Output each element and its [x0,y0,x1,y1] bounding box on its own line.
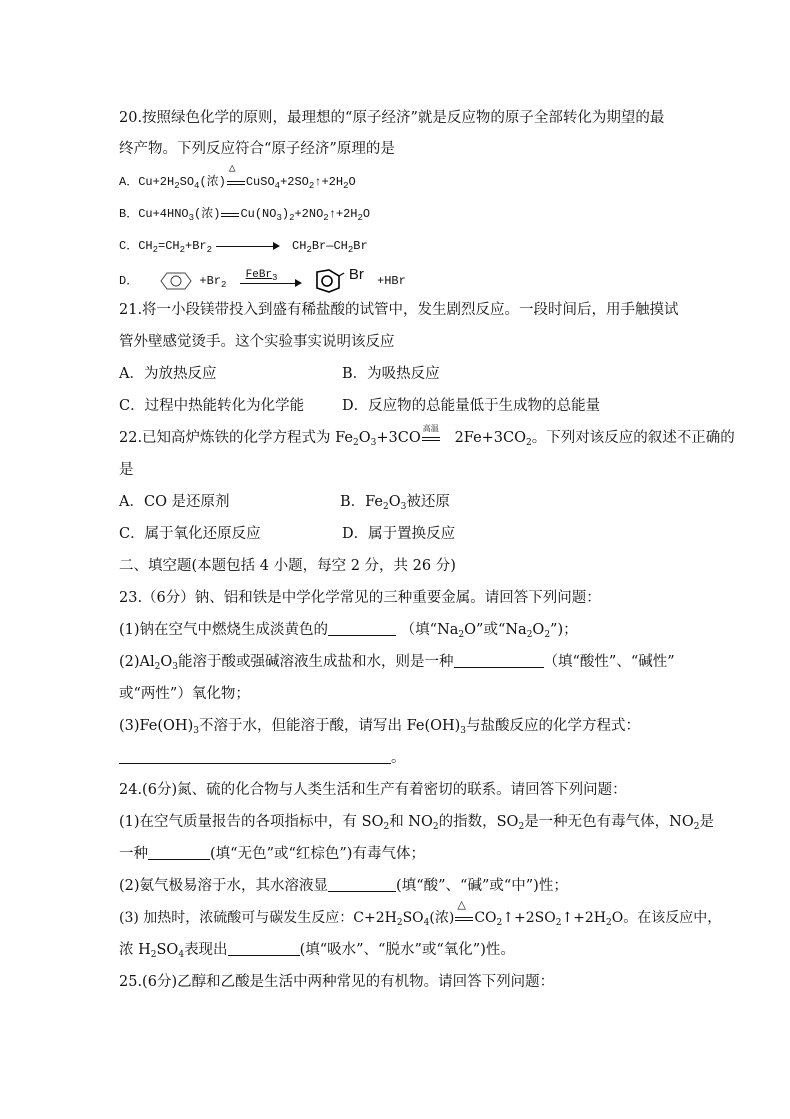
q24-part1: (1)在空气质量报告的各项指标中，有 $SO_2$和 $NO_2$的指数，$SO_2$是一种无色有毒气体，$NO_2$是 [119,814,714,832]
equals-sign [220,204,240,224]
reaction-arrow [216,241,280,251]
section-title: 二、填空题(本题包括 4 小题，每空 2 分，共 26 分) [119,558,456,574]
answer-blank[interactable] [228,941,300,956]
q21-option-b: B．为吸热反应 [342,366,440,382]
q20-option-b: B．$Cu+4HNO_3$(浓) $Cu(NO_3)_2+2NO_2↑+2H_2O$ [119,204,370,224]
q23-answer-line: 。 [119,748,406,768]
q22-option-c: C．属于氧化还原反应 [119,526,261,542]
catalyst-arrow [240,269,302,288]
q24-head: 24.(6分)氮、硫的化合物与人类生活和生产有着密切的联系。请回答下列问题： [119,782,627,798]
heating-equals-sign: △ [454,908,474,928]
q23-part1: (1)钠在空气中燃烧生成淡黄色的 （填“$Na_2O$”或“$Na_2O_2$”)； [119,622,578,640]
answer-blank[interactable] [328,621,396,636]
answer-blank[interactable] [148,845,210,860]
q21-option-a: A．为放热反应 [119,366,217,382]
q23-part2: $(2)Al_2O_3$能溶于酸或强碱溶液生成盐和水，则是一种 （填“酸性”、“碱性” [119,654,675,672]
q22-option-d: D．属于置换反应 [342,526,456,542]
q24-part3-cont: 浓 $H_2SO_4$表现出 (填“吸水”、“脱水”或“氧化”)性。 [119,942,515,960]
q24-part1-cont: 一种 (填“无色”或“红棕色”)有毒气体； [119,846,425,862]
catalyst-label: FeBr$_3$ [245,269,278,283]
q21-option-c: C．过程中热能转化为化学能 [119,398,305,414]
answer-blank[interactable] [119,749,391,764]
q20-option-c: C．$CH_2=CH_2+Br_2$ $CH_2Br—CH_2Br$ [119,239,368,255]
q22-line2: 是 [119,462,134,478]
q25-head: 25.(6分)乙醇和乙酸是生活中两种常见的有机物。请回答下列问题： [119,974,555,990]
q23-part2-cont: 或“两性”）氧化物； [119,686,250,702]
q20-line1: 20.按照绿色化学的原则，最理想的“原子经济”就是反应物的原子全部转化为期望的最 [119,110,665,126]
answer-blank[interactable] [328,877,396,892]
answer-blank[interactable] [454,653,544,668]
q23-head: 23.（6分）钠、铝和铁是中学化学常见的三种重要金属。请回答下列问题： [119,590,601,606]
high-temperature-sign: 高温 [421,428,441,448]
q22-line1: 22.已知高炉炼铁的化学方程式为 $Fe_2O_3+3CO$ 高温 $2Fe+3CO_2$。下列对该反应的叙述不正确的 [119,424,735,448]
q20-line2: 终产物。下列反应符合“原子经济”原理的是 [119,141,395,157]
benzene-icon [159,271,193,291]
q20-option-d: D． $+Br_2$ FeBr$_3$ Br +HBr [119,268,406,294]
q22-option-a: A．CO 是还原剂 [119,494,230,510]
q22-option-b: B．$Fe_2O_3$被还原 [340,494,450,512]
q21-option-d: D．反应物的总能量低于生成物的总能量 [342,398,601,414]
q21-line1: 21.将一小段镁带投入到盛有稀盐酸的试管中，发生剧烈反应。一段时间后，用手触摸试 [119,302,679,318]
q20-option-a: A．$Cu+2H_2SO_4$(浓) △ $CuSO_4+2SO_2↑+2H_2O$ [119,163,356,191]
bromine-label: Br [348,266,364,284]
q21-line2: 管外壁感觉烫手。这个实验事实说明该反应 [119,334,395,350]
heating-equals-sign: △ [226,172,246,192]
q23-part3: $(3)Fe(OH)_3$不溶于水，但能溶于酸，请写出 $Fe(OH)_3$与盐酸反应的化学方程式： [119,718,641,736]
q24-part2: (2)氨气极易溶于水，其水溶液显 (填“酸”、“碱”或“中”)性； [119,878,568,894]
q24-part3: (3) 加热时，浓硫酸可与碳发生反应：$C+2H_2SO_4$(浓) △ $CO_2↑+2SO_2↑+2H_2O$。在该反应中， [119,898,722,928]
